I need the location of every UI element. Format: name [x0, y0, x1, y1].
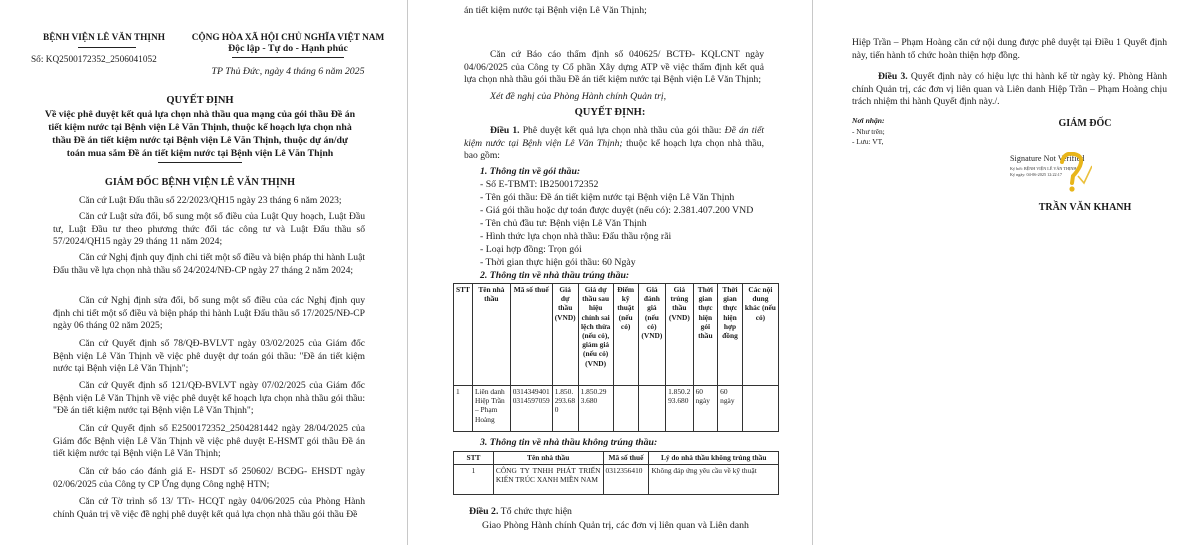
document-page-2: [420, 0, 800, 545]
package-info-3: - Giá gói thầu hoặc dự toán được duyệt (nếu có): 2.381.407.200 VND: [480, 205, 754, 216]
proposal-line: [490, 91, 666, 104]
signature-status: Signature Not Verified: [1010, 154, 1085, 163]
org-underline: [78, 47, 136, 48]
org-name: BỆNH VIỆN LÊ VĂN THỊNH: [43, 33, 165, 43]
losing-table-header-row: [454, 452, 779, 465]
basis-3-text: Căn cứ Nghị định quy định chi tiết một số điều và biện pháp thi hành Luật Đấu thầu về lựa chọn nhà thầu số 24/2024/NĐ-CP ngày 27 tháng 2 năm 2024;: [53, 252, 365, 276]
cell-other: [742, 386, 778, 432]
page-divider-2: [812, 0, 813, 545]
article-2-heading: [469, 506, 572, 519]
document-page-3: [830, 0, 1200, 545]
recipient-1: - Như trên;: [852, 127, 885, 136]
cell-tech-score: [613, 386, 638, 432]
basis-1-text: Căn cứ Luật Đấu thầu số 22/2023/QH15 ngày 23 tháng 6 năm 2023;: [79, 195, 342, 206]
article-3-label: Điều 3.: [878, 71, 908, 82]
basis-8-text: Căn cứ báo cáo đánh giá E- HSDT số 250602/ BCĐG- EHSDT ngày 02/06/2025 của Công ty CP Ứng dụng Công nghệ HTN;: [53, 466, 365, 490]
winning-bidder-table: [453, 283, 779, 432]
winning-table-header-row: [454, 284, 779, 386]
cell-bidder-name: Liên danh Hiệp Trần – Phạm Hoàng: [472, 386, 510, 432]
basis-3: [53, 252, 365, 277]
article-2-title: Tổ chức thực hiện: [498, 506, 572, 517]
basis-9: [53, 496, 365, 521]
subject-line-4: toán mua sắm Đề án tiết kiệm nước tại Bệnh viện Lê Văn Thịnh: [66, 148, 334, 159]
decide-title: QUYẾT ĐỊNH:: [574, 107, 646, 118]
section-1-title: 1. Thông tin về gói thầu:: [480, 166, 581, 177]
authority-title: GIÁM ĐỐC BỆNH VIỆN LÊ VĂN THỊNH: [104, 177, 296, 188]
col-other: Các nội dung khác (nếu có): [742, 284, 778, 386]
col-contract-duration: Thời gian thực hiện hợp đồng: [718, 284, 743, 386]
article-1: [464, 125, 764, 163]
motto-underline: [232, 57, 344, 58]
cell-tax-code: 0314349401 0314597059: [510, 386, 552, 432]
basis-8: [53, 466, 365, 491]
article-1-text-c: thuộc kế hoạch lựa chọn nhà thầu, bao gồm:: [464, 137, 764, 162]
cell-tax-code-2: 0312356410: [603, 465, 649, 495]
table-row: [454, 386, 779, 432]
subject-underline: [158, 162, 242, 163]
basis-6: [53, 380, 365, 418]
article-2-text: Giao Phòng Hành chính Quản trị, các đơn vị liên quan và Liên danh: [482, 520, 749, 531]
continued-line: án tiết kiệm nước tại Bệnh viện Lê Văn Thịnh;: [464, 5, 647, 16]
article-1-label: Điều 1.: [490, 125, 520, 136]
basis-5-text: Căn cứ Quyết định số 78/QĐ-BVLVT ngày 03/02/2025 của Giám đốc Bệnh viện Lê Văn Thịnh về việc phê duyệt dự toán gói thầu: "Đề án tiết kiệm nước tại Bệnh viện Lê Văn Thịnh";: [53, 338, 365, 375]
document-page-1: [0, 0, 400, 545]
col-stt: STT: [454, 284, 473, 386]
article-1-text-a: Phê duyệt kết quả lựa chọn nhà thầu của gói thầu:: [519, 125, 725, 136]
subject-line-2: tiết kiệm nước tại Bệnh viện Lê Văn Thịnh, thuộc kế hoạch lựa chọn nhà: [48, 122, 352, 133]
article-2-label: Điều 2.: [469, 506, 499, 517]
article-3-text: Quyết định này có hiệu lực thi hành kể từ ngày ký. Phòng Hành chính Quản trị, các đơn vị liên quan và Liên danh Hiệp Trần – Phạm Hoàng chịu trách nhiệm thi hành Quyết định này./.: [852, 71, 1167, 108]
cell-package-duration: 60 ngày: [693, 386, 718, 432]
signature-check-icon: [1056, 152, 1092, 194]
doc-type-title: QUYẾT ĐỊNH: [166, 95, 234, 106]
cell-reason: Không đáp ứng yêu cầu về kỹ thuật: [649, 465, 779, 495]
package-info-1: - Số E-TBMT: IB2500172352: [480, 179, 599, 190]
cell-stt-2: 1: [454, 465, 494, 495]
doc-number: Số: KQ2500172352_2506041052: [31, 55, 157, 65]
col-winning-price: Giá trúng thầu (VND): [666, 284, 693, 386]
package-info-6: - Loại hợp đồng: Trọn gói: [480, 244, 582, 255]
cell-adjusted-price: 1.850.293.680: [578, 386, 613, 432]
section-2-title: 2. Thông tin về nhà thầu trúng thầu:: [480, 270, 630, 281]
col-package-duration: Thời gian thực hiện gói thầu: [693, 284, 718, 386]
package-info-4: - Tên chủ đầu tư: Bệnh viện Lê Văn Thịnh: [480, 218, 647, 229]
nation-title: CỘNG HÒA XÃ HỘI CHỦ NGHĨA VIỆT NAM: [191, 33, 385, 43]
proposal-prefix: Xét đề nghị của: [490, 91, 554, 102]
cell-contract-duration: 60 ngày: [718, 386, 743, 432]
continued-article-2: Hiệp Trần – Phạm Hoàng căn cứ nội dung được phê duyệt tại Điều 1 Quyết định này, tiến hành tổ chức hoàn thiện hợp đồng.: [852, 37, 1167, 61]
cell-bid-price: 1.850.293.680: [552, 386, 578, 432]
nation-motto: Độc lập - Tự do - Hạnh phúc: [228, 43, 348, 54]
cell-winning-price: 1.850.293.680: [666, 386, 693, 432]
col-reason: Lý do nhà thầu không trúng thầu: [649, 452, 779, 465]
basis-9-text: Căn cứ Tờ trình số 13/ TTr- HCQT ngày 04/06/2025 của Phòng Hành chính Quản trị về việc đề nghị phê duyệt kết quả lựa chọn nhà thầu gói thầu Đề: [53, 496, 365, 520]
proposal-unit: Phòng Hành chính Quản trị,: [553, 91, 667, 102]
col-bidder-name: Tên nhà thầu: [472, 284, 510, 386]
basis-7-text: Căn cứ Quyết định số E2500172352_2504281442 ngày 28/04/2025 của Giám đốc Bệnh viện Lê Văn Thịnh về việc phê duyệt E-HSMT gói thầu Đề án tiết kiệm nước tại Bệnh viện Lê Văn Thịnh;: [53, 423, 365, 460]
signer-title: GIÁM ĐỐC: [1058, 118, 1112, 129]
basis-7: [53, 423, 365, 461]
package-info-7: - Thời gian thực hiện gói thầu: 60 Ngày: [480, 257, 636, 268]
article-1-package: Đề án tiết kiệm nước tại Bệnh viện Lê Văn Thịnh;: [464, 125, 764, 149]
basis-report: [464, 49, 764, 87]
basis-2: [53, 211, 365, 249]
signer-name: TRẦN VĂN KHANH: [1038, 202, 1132, 213]
package-info-2: - Tên gói thầu: Đề án tiết kiệm nước tại Bệnh viện Lê Văn Thịnh: [480, 192, 735, 203]
package-info-5: - Hình thức lựa chọn nhà thầu: Đấu thầu rộng rãi: [480, 231, 672, 242]
col-stt-2: STT: [454, 452, 494, 465]
col-tech-score: Điểm kỹ thuật (nếu có): [613, 284, 638, 386]
cell-evaluated-price: [638, 386, 665, 432]
col-bidder-name-2: Tên nhà thầu: [493, 452, 603, 465]
cell-bidder-name-2: CÔNG TY TNHH PHÁT TRIỂN KIẾN TRÚC XANH MIỀN NAM: [493, 465, 603, 495]
losing-bidder-table: [453, 451, 779, 495]
basis-1: [53, 195, 365, 208]
col-tax-code: Mã số thuế: [510, 284, 552, 386]
cell-stt: 1: [454, 386, 473, 432]
basis-4: [53, 295, 365, 333]
recipients-title: Nơi nhận:: [852, 116, 885, 125]
page-divider-1: [407, 0, 408, 545]
basis-4-text: Căn cứ Nghị định sửa đổi, bổ sung một số điều của các Nghị định quy định chi tiết một số điều và biện pháp thi hành Luật Đấu thầu số 17/2025/NĐ-CP ngày 06 tháng 02 năm 2025;: [53, 295, 365, 332]
signature-signed-date: Ký ngày: 04-06-2025 12:22:17: [1010, 172, 1062, 177]
table-row: [454, 465, 779, 495]
article-3: [852, 71, 1167, 109]
col-tax-code-2: Mã số thuế: [603, 452, 649, 465]
col-evaluated-price: Giá đánh giá (nếu có) (VND): [638, 284, 665, 386]
col-bid-price: Giá dự thầu (VND): [552, 284, 578, 386]
basis-2-text: Căn cứ Luật sửa đổi, bổ sung một số điều của Luật Quy hoạch, Luật Đầu tư, Luật Đầu tư theo phương thức đối tác công tư và Luật Đấu thầu số 57/2024/QH15 ngày 29 tháng 11 năm 2024;: [53, 211, 365, 248]
basis-report-text: Căn cứ Báo cáo thẩm định số 040625/ BCTĐ- KQLCNT ngày 04/06/2025 của Công ty Cổ phần Xây dựng ATP về việc thẩm định kết quả lựa chọn nhà thầu gói thầu Đề án tiết kiệm nước tại Bệnh viện Lê Văn Thịnh;: [464, 49, 764, 86]
basis-6-text: Căn cứ Quyết định số 121/QĐ-BVLVT ngày 07/02/2025 của Giám đốc Bệnh viện Lê Văn Thịnh về việc phê duyệt kế hoạch lựa chọn nhà thầu gói thầu: "Đề án tiết kiệm nước tại Bệnh viện Lê Văn Thịnh";: [53, 380, 365, 417]
basis-5: [53, 338, 365, 376]
place-date: TP Thủ Đức, ngày 4 tháng 6 năm 2025: [211, 66, 365, 77]
recipient-2: - Lưu: VT,: [852, 137, 884, 146]
col-adjusted-price: Giá dự thầu sau hiệu chỉnh sai lệch thừa (nếu có), giảm giá (nếu có) (VND): [578, 284, 613, 386]
section-3-title: 3. Thông tin về nhà thầu không trúng thầu:: [480, 437, 658, 448]
subject-line-3: thầu Đề án tiết kiệm nước tại Bệnh viện Lê Văn Thịnh, thuộc dự án/dự: [52, 135, 348, 146]
subject-line-1: Về việc phê duyệt kết quả lựa chọn nhà thầu qua mạng của gói thầu Đề án: [44, 109, 356, 120]
signature-signed-by: Ký bởi: BỆNH VIỆN LÊ VĂN THỊNH: [1010, 166, 1077, 171]
